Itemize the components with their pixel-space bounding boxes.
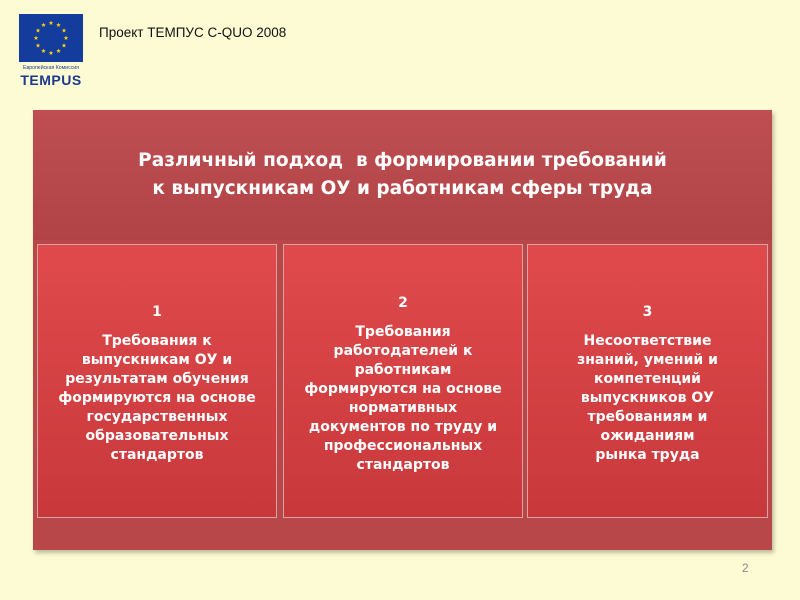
title-line-2: к выпускникам ОУ и работникам сферы труда <box>152 178 653 199</box>
flag-star <box>41 49 46 53</box>
flag-star <box>36 43 41 47</box>
column-text: Несоответствие знаний, умений и компетенций выпускников ОУ требованиям и ожиданиям рынка труда <box>577 333 718 463</box>
flag-star <box>36 28 41 32</box>
column-text: Требования работодателей к работникам формируются на основе нормативных документов по труду и профессиональных стандартов <box>304 323 502 473</box>
project-header: Проект ТЕМПУС C-QUO 2008 <box>99 25 287 40</box>
flag-star <box>49 51 54 55</box>
flag-star <box>62 43 67 47</box>
flag-star <box>34 36 39 40</box>
flag-star <box>41 23 46 27</box>
flag-star <box>64 36 69 40</box>
eu-flag-icon <box>19 14 83 62</box>
logo-name: TEMPUS <box>20 72 82 88</box>
column-number: 1 <box>152 304 162 320</box>
column-2 <box>283 244 523 518</box>
column-number: 2 <box>398 294 408 311</box>
title-line-1: Различный подход в формировании требований <box>138 150 667 171</box>
flag-star <box>56 49 61 53</box>
content-table <box>33 110 772 550</box>
logo-subtitle: Европейская Комиссия <box>23 65 79 71</box>
column-text: Требования к выпускникам ОУ и результатам обучения формируются на основе государственных образовательных стандартов <box>58 333 256 463</box>
page-number: 2 <box>742 561 749 575</box>
flag-star <box>62 28 67 32</box>
flag-star <box>49 21 54 25</box>
column-1 <box>37 244 277 518</box>
column-number: 3 <box>642 304 653 320</box>
tempus-logo <box>16 14 86 90</box>
flag-star <box>56 23 61 27</box>
column-3 <box>527 244 768 518</box>
table-title <box>33 110 772 240</box>
